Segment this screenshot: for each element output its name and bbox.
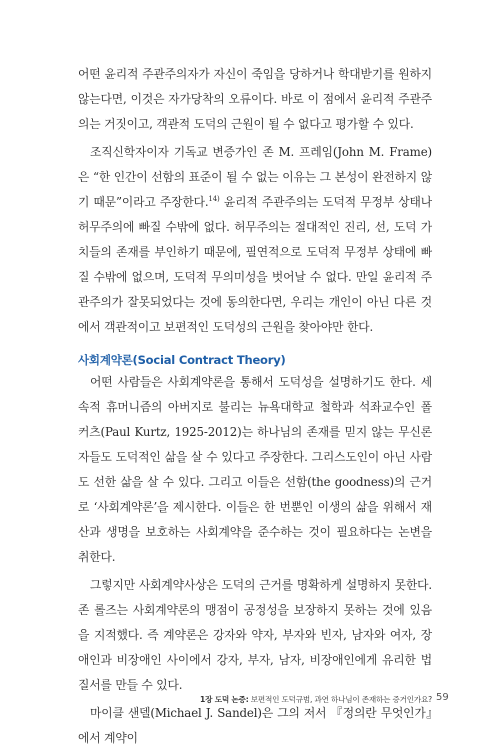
running-footer — [0, 694, 432, 705]
paragraph: 그렇지만 사회계약사상은 도덕의 근거를 명확하게 설명하지 못한다. 존 롤즈는 사회계약론의 맹점이 공정성을 보장하지 못하는 것에 있음을 지적했다. 즉 계약론은 강자와 약자, 부자와 빈자, 남자와 여자, 장애인과 비장애인 사이에서 강자, 부자, 남자, 비장애인에게 유리한 법질서를 만들 수 있다. — [78, 578, 432, 692]
section-ethical-subjectivism — [78, 62, 432, 343]
paragraph-text: 조직신학자이자 기독교 변증가인 존 M. 프레임(John M. Frame)은 “한 인간이 선함의 표준이 될 수 없는 이유는 그 본성이 완전하지 않기 때문”이라고 주장한다. — [78, 145, 432, 209]
paragraph — [78, 140, 432, 340]
paragraph: 어떤 사람들은 사회계약론을 통해서 도덕성을 설명하기도 한다. 세속적 휴머니즘의 아버지로 불리는 뉴욕대학교 철학과 석좌교수인 폴 커츠(Paul Kurtz, 1925-2012)는 하나님의 존재를 믿지 않는 무신론자들도 도덕적인 삶을 살 수 있다고 주장한다. 그리스도인이 아닌 사람도 선한 삶을 살 수 있다. 그리고 이들은 선함(the goodness)의 근거로 ‘사회계약론’을 제시한다. 이들은 한 번뿐인 이생의 삶을 위해서 재산과 생명을 보호하는 사회계약을 준수하는 것이 필요하다는 논변을 취한다. — [78, 375, 432, 564]
paragraph: 마이클 샌델(Michael J. Sandel)은 그의 저서 『정의란 무엇인가』에서 계약이 — [78, 706, 432, 745]
paragraph-text: 윤리적 주관주의는 도덕적 무정부 상태나 허무주의에 빠질 수밖에 없다. 허무주의는 절대적인 진리, 선, 도덕 가치들의 존재를 부인하기 때문에, 필연적으로 도덕적 무정부 상태에 빠질 수밖에 없으며, 도덕적 무의미성을 벗어날 수 없다. 만일 윤리적 주관주의가 잘못되었다는 것에 동의한다면, 우리는 개인이 아닌 다른 것에서 객관적이고 보편적인 도덕성의 근원을 찾아야만 한다. — [78, 195, 432, 334]
footer-title: 보편적인 도덕규범, 과연 하나님이 존재하는 증거인가요? — [248, 695, 432, 704]
section-heading: 사회계약론(Social Contract Theory) — [78, 353, 286, 367]
footer-chapter: 1장 도덕 논증: — [200, 695, 249, 704]
page-number: 59 — [436, 692, 449, 703]
footnote-marker: 14) — [208, 195, 220, 204]
paragraph: 어떤 윤리적 주관주의자가 자신이 죽임을 당하거나 학대받기를 원하지 않는다면, 이것은 자가당착의 오류이다. 바로 이 점에서 윤리적 주관주의는 거짓이고, 객관적 도덕의 근원이 될 수 없다고 평가할 수 있다. — [78, 67, 432, 131]
